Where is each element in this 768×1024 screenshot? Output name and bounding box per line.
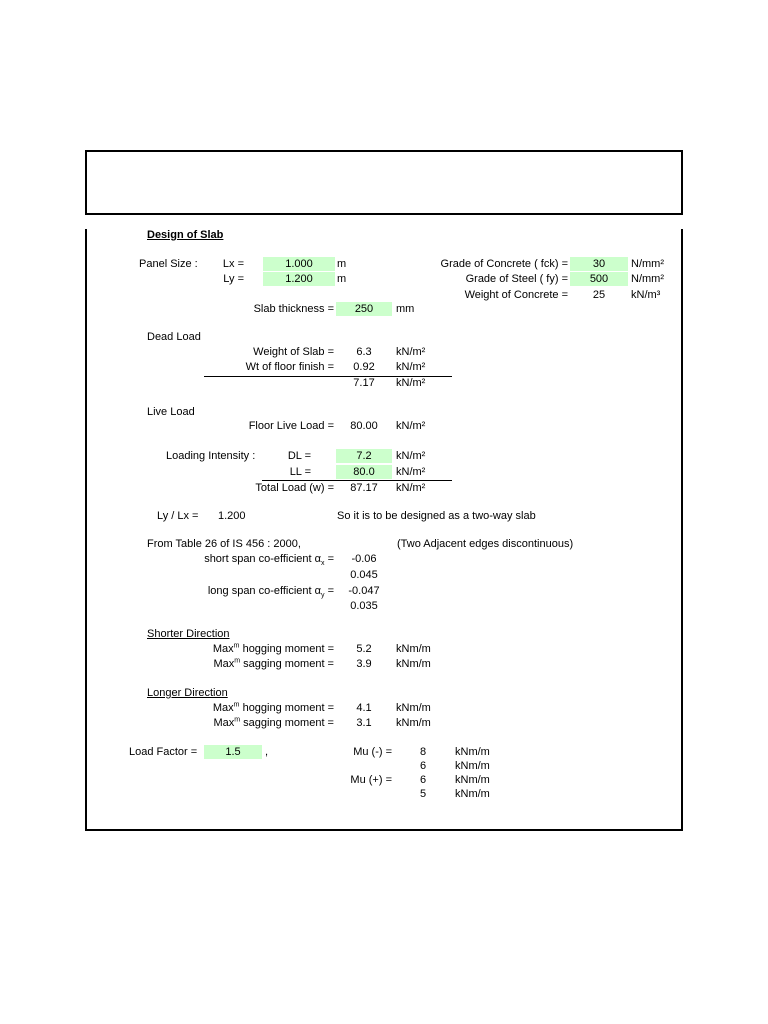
- mu-negative-short-unit: kNm/m: [455, 746, 490, 758]
- total-load-unit: kN/m²: [396, 482, 426, 494]
- shorter-sagging-value: 3.9: [356, 658, 372, 670]
- lx-value[interactable]: 1.000: [263, 257, 335, 271]
- live-load-heading: Live Load: [147, 406, 195, 418]
- mu-negative-long-value: 6: [419, 760, 427, 772]
- fy-label: Grade of Steel ( fy) =: [465, 273, 568, 285]
- load-factor-label: Load Factor =: [129, 746, 198, 758]
- ratio-label: Ly / Lx =: [157, 510, 199, 522]
- longer-direction-heading: Longer Direction: [147, 687, 228, 699]
- dl-label: DL =: [287, 450, 311, 462]
- header-box-bottom: [85, 213, 683, 215]
- total-load-value: 87.17: [350, 482, 378, 494]
- mu-positive-short-value: 6: [419, 774, 427, 786]
- mu-positive-short-unit: kNm/m: [455, 774, 490, 786]
- floor-finish-unit: kN/m²: [396, 361, 426, 373]
- longer-sagging-label: Max$^m$ sagging moment =: [213, 716, 334, 729]
- sheet-bottom-border: [85, 829, 683, 831]
- loading-intensity-label: Loading Intensity :: [166, 450, 256, 462]
- header-box-left: [85, 150, 87, 215]
- lx-unit: m: [337, 258, 347, 270]
- shorter-sagging-label: Max$^m$ sagging moment =: [213, 657, 334, 670]
- slab-weight-label: Weight of Slab =: [253, 346, 334, 358]
- panel-size-label: Panel Size :: [139, 258, 198, 270]
- shorter-hogging-label: Max$^m$ hogging moment =: [212, 642, 334, 655]
- dl-value[interactable]: 7.2: [336, 449, 392, 463]
- sheet-right-border: [681, 229, 683, 831]
- dead-load-heading: Dead Load: [147, 331, 201, 343]
- floor-finish-value: 0.92: [353, 361, 375, 373]
- longer-hogging-unit: kNm/m: [396, 702, 431, 714]
- load-factor-value[interactable]: 1.5: [204, 745, 262, 759]
- shorter-sagging-unit: kNm/m: [396, 658, 431, 670]
- long-span-coefficient-positive: 0.035: [350, 600, 378, 612]
- mu-positive-long-unit: kNm/m: [455, 788, 490, 800]
- ly-label: Ly =: [223, 273, 244, 285]
- dead-load-total-unit: kN/m²: [396, 377, 426, 389]
- sheet-left-border: [85, 229, 87, 831]
- ly-unit: m: [337, 273, 347, 285]
- thickness-label: Slab thickness =: [253, 303, 334, 315]
- dead-load-total-value: 7.17: [353, 377, 375, 389]
- fck-label: Grade of Concrete ( fck) =: [440, 258, 568, 270]
- wc-label: Weight of Concrete =: [464, 289, 568, 301]
- wc-value: 25: [592, 289, 606, 301]
- floor-finish-label: Wt of floor finish =: [245, 361, 334, 373]
- shorter-hogging-unit: kNm/m: [396, 643, 431, 655]
- header-box-top: [85, 150, 683, 152]
- lx-label: Lx =: [222, 258, 244, 270]
- dl-unit: kN/m²: [396, 450, 426, 462]
- floor-live-load-label: Floor Live Load =: [248, 420, 334, 432]
- shorter-direction-heading: Shorter Direction: [147, 628, 230, 640]
- floor-live-load-unit: kN/m²: [396, 420, 426, 432]
- ll-label: LL =: [289, 466, 311, 478]
- edge-condition: (Two Adjacent edges discontinuous): [397, 538, 574, 550]
- fy-unit: N/mm²: [631, 273, 664, 285]
- longer-hogging-value: 4.1: [356, 702, 372, 714]
- short-span-coefficient-positive: 0.045: [350, 569, 378, 581]
- mu-positive-long-value: 5: [419, 788, 427, 800]
- mu-positive-label: Mu (+) =: [350, 774, 392, 786]
- longer-sagging-value: 3.1: [356, 717, 372, 729]
- mu-negative-long-unit: kNm/m: [455, 760, 490, 772]
- ratio-value: 1.200: [218, 510, 246, 522]
- thickness-value[interactable]: 250: [336, 302, 392, 316]
- short-span-coefficient-negative: -0.06: [351, 553, 377, 565]
- shorter-hogging-value: 5.2: [356, 643, 372, 655]
- longer-sagging-unit: kNm/m: [396, 717, 431, 729]
- ll-value[interactable]: 80.0: [336, 465, 392, 479]
- ly-value[interactable]: 1.200: [263, 272, 335, 286]
- ll-unit: kN/m²: [396, 466, 426, 478]
- mu-negative-label: Mu (-) =: [353, 746, 392, 758]
- mu-negative-short-value: 8: [419, 746, 427, 758]
- wc-unit: kN/m³: [631, 289, 661, 301]
- coefficient-source: From Table 26 of IS 456 : 2000,: [147, 538, 301, 550]
- fy-value[interactable]: 500: [570, 272, 628, 286]
- thickness-unit: mm: [396, 303, 415, 315]
- slab-weight-unit: kN/m²: [396, 346, 426, 358]
- load-factor-separator: ,: [265, 746, 269, 758]
- page-title: Design of Slab: [147, 229, 224, 241]
- longer-hogging-label: Max$^m$ hogging moment =: [212, 701, 334, 714]
- header-box-right: [681, 150, 683, 215]
- long-span-coefficient-negative: -0.047: [348, 585, 380, 597]
- fck-value[interactable]: 30: [570, 257, 628, 271]
- short-span-coefficient-label: short span co-efficient $\alpha_x$ =: [204, 553, 334, 568]
- long-span-coefficient-label: long span co-efficient $\alpha_y$ =: [207, 585, 334, 600]
- fck-unit: N/mm²: [631, 258, 664, 270]
- slab-weight-value: 6.3: [356, 346, 372, 358]
- floor-live-load-value: 80.00: [350, 420, 378, 432]
- total-load-label: Total Load (w) =: [255, 482, 334, 494]
- ratio-note: So it is to be designed as a two-way slab: [337, 510, 536, 522]
